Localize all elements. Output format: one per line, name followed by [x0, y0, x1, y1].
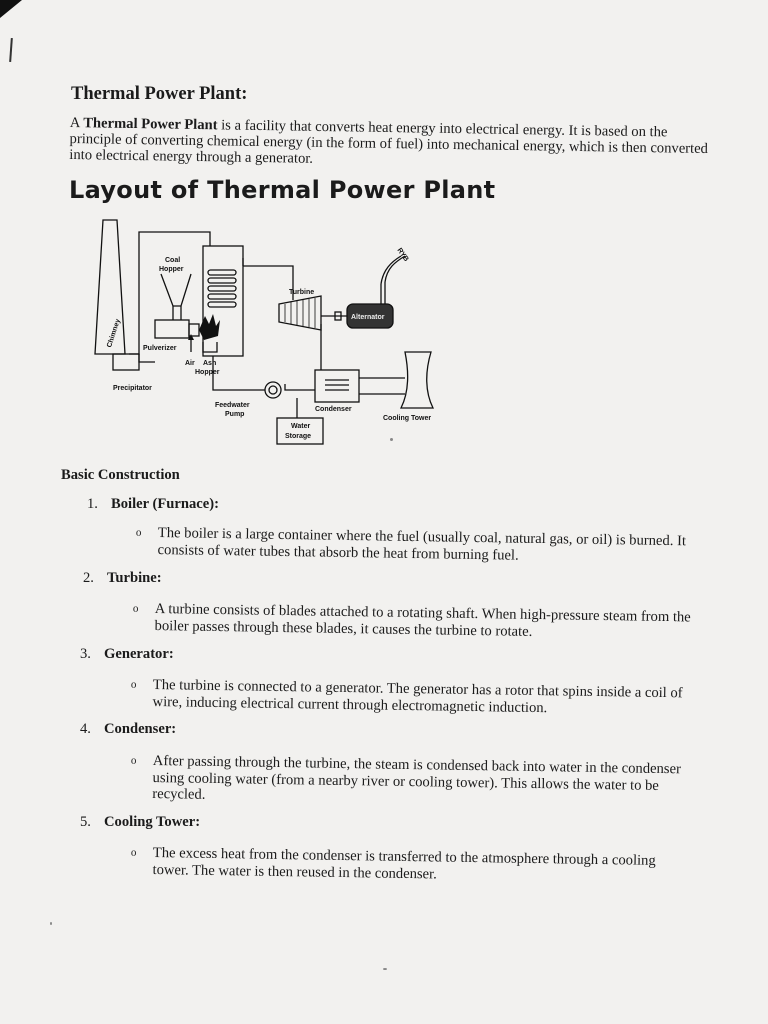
item-5-text [130, 845, 682, 886]
intro-rest: is a facility that converts heat energy into electrical energy. It is based on the principle of converting chemical energy (in the form of fuel) into mechanical energy, which is then converted into electrical energy through a generator. [69, 117, 709, 167]
item-1-label: Boiler (Furnace): [111, 496, 219, 512]
ash-hopper-shape [203, 342, 217, 352]
item-2-text [132, 601, 699, 643]
diagram-label-pulverizer: Pulverizer [143, 345, 177, 352]
feedwater-pump-icon [265, 382, 281, 398]
diagram-label-water-storage: Storage [285, 433, 312, 440]
item-2-label: Turbine: [107, 570, 162, 586]
cooling-tower-shape [401, 352, 433, 408]
steam-line [243, 266, 293, 300]
paper-speck [50, 922, 52, 925]
condenser-coils [325, 380, 349, 390]
item-2-heading [83, 570, 162, 587]
pulverizer-box [155, 320, 189, 338]
item-4-heading [80, 721, 176, 738]
item-3-heading [80, 646, 174, 663]
item-1-body: The boiler is a large container where the fuel (usually coal, natural gas, or oil) is burned. It consists of water tubes that absorb the heat from burning fuel. [157, 525, 687, 564]
diagram-label-precipitator: Precipitator [113, 385, 152, 392]
item-3-body: The turbine is connected to a generator. The generator has a rotor that spins inside a coil of wire, inducing electrical current through electromagnetic induction. [152, 677, 683, 716]
item-3-number: 3. [80, 646, 91, 662]
bullet-icon: o [130, 678, 137, 691]
diagram-label-water: Water [291, 423, 311, 430]
section-heading: Basic Construction [61, 467, 180, 483]
bullet-icon: o [132, 602, 139, 615]
precipitator-box [113, 354, 139, 370]
diagram-label-ash-hopper: Hopper [195, 369, 220, 376]
item-4-label: Condenser: [104, 721, 177, 737]
diagram-label-coal: Coal [165, 257, 181, 264]
item-1-heading [87, 496, 219, 513]
item-4-body: After passing through the turbine, the steam is condensed back into water in the condenser using cooling water (from a nearby river or cooling tower). This allows the water to be recycled. [152, 753, 681, 803]
diagram-label-ryb: RYB [395, 247, 410, 263]
water-tubes-icon [208, 270, 236, 307]
diagram-label-condenser: Condenser [315, 406, 352, 413]
coal-hopper-shape [161, 274, 191, 306]
item-5-body: The excess heat from the condenser is transferred to the atmosphere through a cooling tower. The water is then reused in the condenser. [152, 845, 656, 882]
flame-icon [199, 314, 220, 340]
intro-paragraph [69, 115, 710, 173]
item-5-label: Cooling Tower: [104, 814, 201, 830]
corner-mark [0, 0, 22, 18]
item-2-body: A turbine consists of blades attached to a rotating shaft. When high-pressure steam from the boiler passes through these blades, it causes the turbine to rotate. [154, 601, 691, 640]
diagram-label-coal-hopper: Hopper [159, 266, 184, 273]
item-4-text [130, 753, 703, 811]
diagram-label-ash: Ash [203, 360, 217, 367]
boiler-box [203, 246, 243, 356]
bullet-icon: o [130, 754, 137, 767]
water-storage-box [277, 418, 323, 444]
intro-lead: A [69, 115, 84, 132]
thermal-plant-diagram [85, 212, 455, 462]
item-3-label: Generator: [104, 646, 174, 662]
item-1-number: 1. [87, 496, 98, 512]
paper-speck [383, 968, 387, 970]
paper-speck [390, 438, 393, 441]
intro-bold-term: Thermal Power Plant [83, 115, 218, 134]
page-title: Thermal Power Plant: [71, 84, 248, 104]
item-4-number: 4. [80, 721, 91, 737]
pen-mark [9, 38, 13, 62]
diagram-label-cooling-tower: Cooling Tower [383, 415, 432, 422]
diagram-label-turbine: Turbine [289, 289, 315, 296]
item-3-text [130, 677, 702, 719]
bullet-icon: o [130, 846, 137, 859]
item-5-number: 5. [80, 814, 91, 830]
diagram-label-feedwater: Feedwater [215, 402, 250, 409]
item-2-number: 2. [83, 570, 94, 586]
diagram-label-feedwater-pump: Pump [225, 411, 245, 418]
feedwater-line [285, 384, 315, 390]
item-5-heading [80, 814, 200, 831]
item-1-text [135, 525, 702, 567]
diagram-label-alternator: Alternator [351, 314, 385, 321]
bullet-icon: o [135, 526, 142, 539]
diagram-label-chimney: Chimney [106, 318, 122, 349]
layout-heading: Layout of Thermal Power Plant [69, 176, 496, 204]
diagram-label-air: Air [185, 360, 195, 367]
condenser-box [315, 370, 359, 402]
flue-duct [139, 354, 155, 362]
